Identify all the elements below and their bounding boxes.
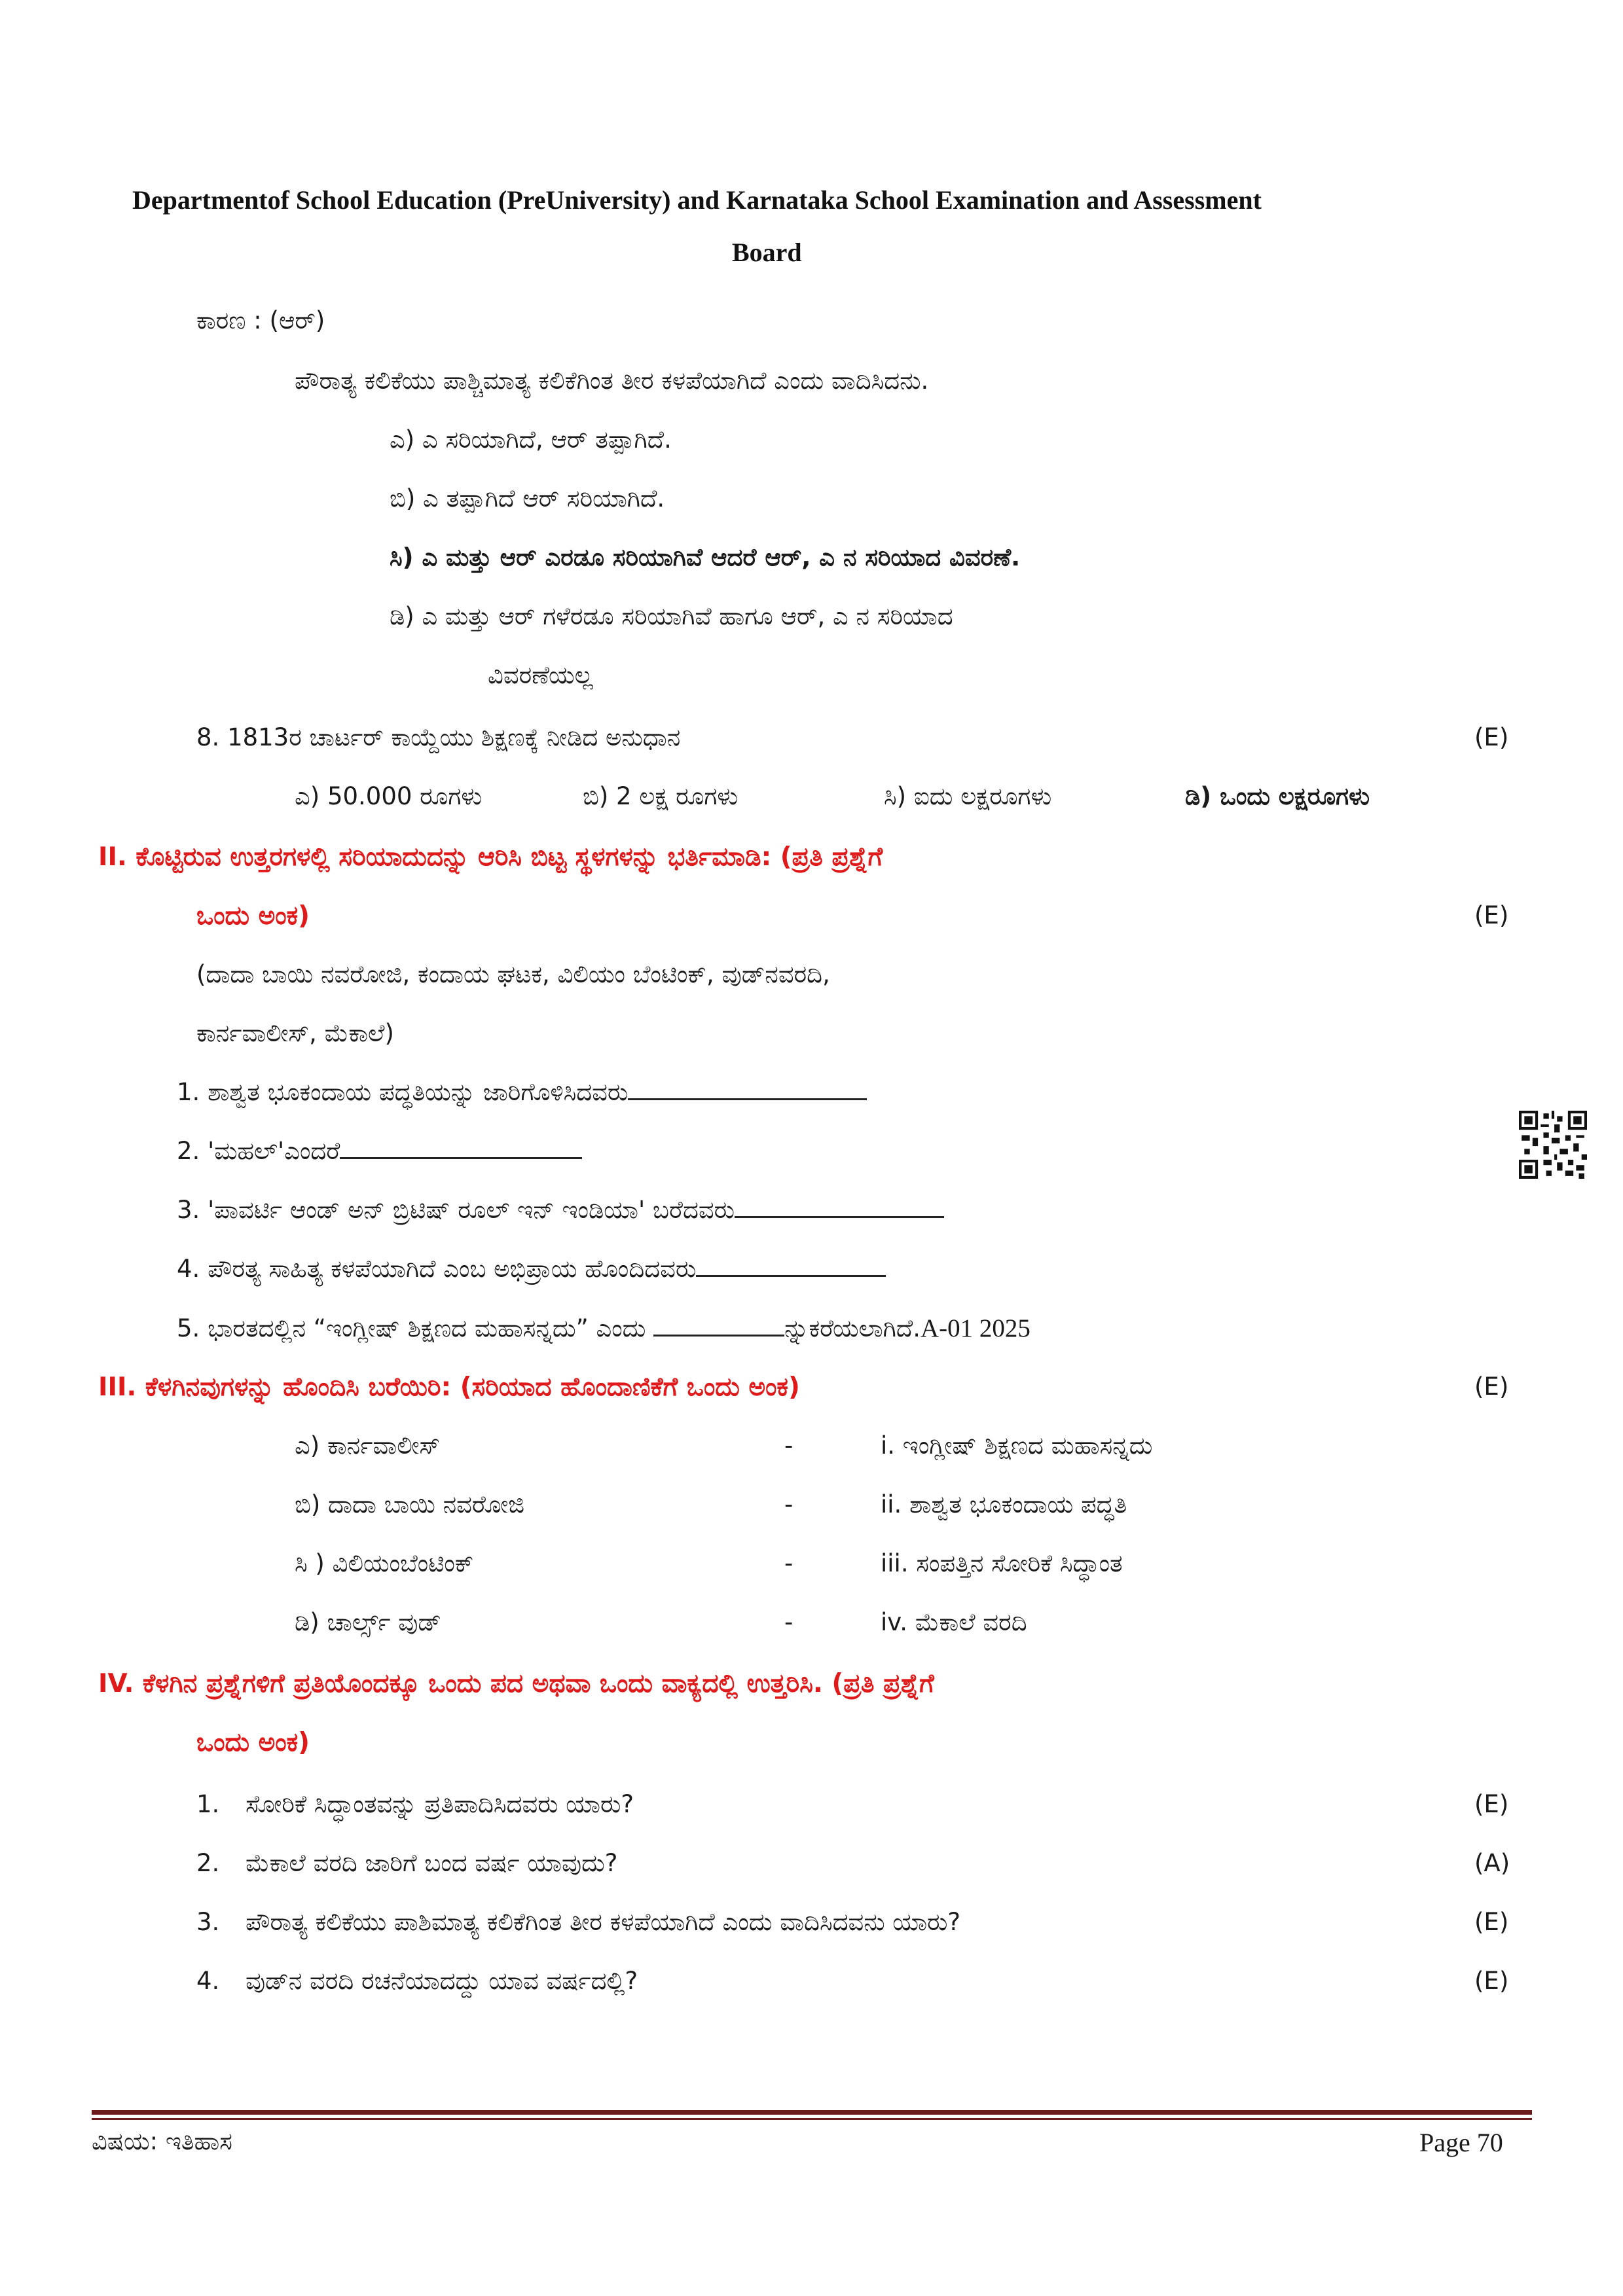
q8-mark: (E) — [1474, 723, 1509, 751]
section3-title: III. ಕೆಳಗಿನವುಗಳನ್ನು ಹೊಂದಿಸಿ ಬರೆಯಿರಿ: (ಸರಿಯಾದ ಹೊಂದಾಣಿಕೆಗೆ ಒಂದು ಅಂಕ) — [98, 1372, 800, 1402]
q4-1-text: ಸೋರಿಕೆ ಸಿದ್ಧಾಂತವನ್ನು ಪ್ರತಿಪಾದಿಸಿದವರು ಯಾರು? — [246, 1790, 634, 1818]
qr-code-icon — [1519, 1111, 1587, 1179]
match-left-d: ಡಿ) ಚಾರ್ಲ್ಸ್ ವುಡ್ — [295, 1608, 441, 1636]
match-right-ii: ii. ಶಾಶ್ವತ ಭೂಕಂದಾಯ ಪದ್ಧತಿ — [881, 1490, 1127, 1518]
q7-reason-label: ಕಾರಣ : (ಆರ್) — [196, 306, 325, 334]
match-right-iv: iv. ಮೆಕಾಲೆ ವರದಿ — [881, 1608, 1027, 1636]
header-line-1: Departmentof School Education (PreUniversity) and Karnataka School Examination and Assessment — [132, 185, 1262, 215]
match-dash-d: - — [784, 1608, 793, 1636]
q7-option-d-line2: ವಿವರಣೆಯಲ್ಲ — [488, 661, 593, 689]
fill-item-1-text: 1. ಶಾಶ್ವತ ಭೂಕಂದಾಯ ಪದ್ಧತಿಯನ್ನು ಜಾರಿಗೊಳಿಸಿದವರು — [177, 1078, 629, 1106]
match-dash-b: - — [784, 1490, 793, 1518]
q7-option-c: ಸಿ) ಎ ಮತ್ತು ಆರ್ ಎರಡೂ ಸರಿಯಾಗಿವೆ ಆದರೆ ಆರ್, ಎ ನ ಸರಿಯಾದ ವಿವರಣೆ. — [390, 543, 1021, 571]
q4-3-number: 3. — [196, 1908, 220, 1936]
header-line-2: Board — [732, 238, 802, 267]
section2-choices-line2: ಕಾರ್ನವಾಲೀಸ್, ಮೆಕಾಲೆ) — [196, 1019, 394, 1047]
section2-choices-line1: (ದಾದಾ ಬಾಯಿ ನವರೋಜಿ, ಕಂದಾಯ ಘಟಕ, ವಿಲಿಯಂ ಬೆಂಟಿಂಕ್, ವುಡ್‌ನವರದಿ, — [196, 960, 830, 988]
fill-item-4 — [177, 1255, 886, 1283]
q8-text: 8. 1813ರ ಚಾರ್ಟರ್ ಕಾಯ್ದೆಯು ಶಿಕ್ಷಣಕ್ಕೆ ನೀಡಿದ ಅನುಧಾನ — [196, 723, 681, 751]
document-code: A-01 2025 — [921, 1314, 1030, 1342]
fill-blank-2[interactable] — [340, 1138, 582, 1159]
match-dash-c: - — [784, 1549, 793, 1577]
fill-item-5-text: 5. ಭಾರತದಲ್ಲಿನ “ಇಂಗ್ಲೀಷ್ ಶಿಕ್ಷಣದ ಮಹಾಸನ್ನದು” ಎಂದು — [177, 1314, 654, 1342]
q4-3-mark: (E) — [1474, 1908, 1509, 1936]
match-right-i: i. ಇಂಗ್ಲೀಷ್ ಶಿಕ್ಷಣದ ಮಹಾಸನ್ನದು — [881, 1431, 1153, 1460]
q4-4-text: ವುಡ್‌ನ ವರದಿ ರಚನೆಯಾದದ್ದು ಯಾವ ವರ್ಷದಲ್ಲಿ? — [246, 1967, 638, 1995]
q8-option-c: ಸಿ) ಐದು ಲಕ್ಷರೂಗಳು — [884, 782, 1052, 810]
q8-option-d: ಡಿ) ಒಂದು ಲಕ್ಷರೂಗಳು — [1185, 782, 1370, 810]
match-left-c: ಸಿ ) ವಿಲಿಯಂಬೆಂಟಿಂಕ್ — [295, 1549, 474, 1577]
q8-option-b: ಬಿ) 2 ಲಕ್ಷ ರೂಗಳು — [583, 782, 739, 810]
q4-2-mark: (A) — [1474, 1849, 1510, 1877]
q4-2-number: 2. — [196, 1849, 220, 1877]
match-left-a: ಎ) ಕಾರ್ನವಾಲೀಸ್ — [295, 1431, 441, 1460]
match-dash-a: - — [784, 1431, 793, 1460]
section2-mark: (E) — [1474, 901, 1509, 929]
fill-blank-3[interactable] — [735, 1196, 944, 1218]
q4-3-text: ಪೌರಾತ್ಯ ಕಲಿಕೆಯು ಪಾಶಿಮಾತ್ಯ ಕಲಿಕೆಗಿಂತ ತೀರ ಕಳಪೆಯಾಗಿದೆ ಎಂದು ವಾದಿಸಿದವನು ಯಾರು? — [246, 1908, 961, 1936]
q7-reason-text: ಪೌರಾತ್ಯ ಕಲಿಕೆಯು ಪಾಶ್ಚಿಮಾತ್ಯ ಕಲಿಕೆಗಿಂತ ತೀರ ಕಳಪೆಯಾಗಿದೆ ಎಂದು ವಾದಿಸಿದನು. — [295, 367, 929, 395]
fill-item-1 — [177, 1078, 867, 1107]
section4-title-line1: IV. ಕೆಳಗಿನ ಪ್ರಶ್ನೆಗಳಿಗೆ ಪ್ರತಿಯೊಂದಕ್ಕೂ ಒಂದು ಪದ ಅಥವಾ ಒಂದು ವಾಕ್ಯದಲ್ಲಿ ಉತ್ತರಿಸಿ. (ಪ್ರತಿ ಪ್ರಶ್ನೆಗೆ — [98, 1669, 934, 1698]
section2-title-line1: II. ಕೊಟ್ಟಿರುವ ಉತ್ತರಗಳಲ್ಲಿ ಸರಿಯಾದುದನ್ನು ಆರಿಸಿ ಬಿಟ್ಟ ಸ್ಥಳಗಳನ್ನು ಭರ್ತಿಮಾಡಿ: (ಪ್ರತಿ ಪ್ರಶ್ನೆಗೆ — [98, 842, 883, 872]
q8-option-a: ಎ) 50.000 ರೂಗಳು — [295, 782, 483, 810]
footer-rule-thick — [92, 2110, 1532, 2115]
fill-blank-4[interactable] — [696, 1255, 886, 1277]
match-left-b: ಬಿ) ದಾದಾ ಬಾಯಿ ನವರೋಜಿ — [295, 1490, 525, 1518]
fill-item-2 — [177, 1137, 582, 1166]
q4-2-text: ಮೆಕಾಲೆ ವರದಿ ಜಾರಿಗೆ ಬಂದ ವರ್ಷ ಯಾವುದು? — [246, 1849, 618, 1877]
q4-1-number: 1. — [196, 1790, 220, 1818]
q4-4-number: 4. — [196, 1967, 220, 1995]
section4-title-line2: ಒಂದು ಅಂಕ) — [196, 1728, 310, 1757]
section3-mark: (E) — [1474, 1372, 1509, 1401]
q7-option-d-line1: ಡಿ) ಎ ಮತ್ತು ಆರ್ ಗಳೆರಡೂ ಸರಿಯಾಗಿವೆ ಹಾಗೂ ಆರ್, ಎ ನ ಸರಿಯಾದ — [390, 602, 953, 630]
footer-subject: ವಿಷಯ: ಇತಿಹಾಸ — [92, 2127, 232, 2155]
q4-4-mark: (E) — [1474, 1967, 1509, 1995]
fill-item-2-text: 2. 'ಮಹಲ್'ಎಂದರೆ — [177, 1137, 340, 1165]
fill-blank-5[interactable] — [653, 1315, 784, 1336]
fill-item-3-text: 3. 'ಪಾವರ್ಟಿ ಆಂಡ್ ಅನ್ ಬ್ರಿಟಿಷ್ ರೂಲ್ ಇನ್ ಇಂಡಿಯಾ' ಬರೆದವರು — [177, 1196, 735, 1224]
q7-option-b: ಬಿ) ಎ ತಪ್ಪಾಗಿದೆ ಆರ್ ಸರಿಯಾಗಿದೆ. — [390, 484, 665, 512]
fill-blank-1[interactable] — [628, 1079, 867, 1100]
fill-item-3 — [177, 1196, 944, 1225]
fill-item-5 — [177, 1314, 1030, 1344]
footer-rule-thin — [92, 2118, 1532, 2120]
fill-item-5-tail: ನ್ನುಕರೆಯಲಾಗಿದೆ. — [784, 1314, 921, 1342]
section2-title-line2: ಒಂದು ಅಂಕ) — [196, 901, 310, 931]
fill-item-4-text: 4. ಪೌರತ್ಯ ಸಾಹಿತ್ಯ ಕಳಪೆಯಾಗಿದೆ ಎಂಬ ಅಭಿಪ್ರಾಯ ಹೊಂದಿದವರು — [177, 1255, 697, 1283]
q4-1-mark: (E) — [1474, 1790, 1509, 1818]
footer-page-number: Page 70 — [1419, 2128, 1503, 2157]
match-right-iii: iii. ಸಂಪತ್ತಿನ ಸೋರಿಕೆ ಸಿದ್ಧಾಂತ — [881, 1549, 1123, 1577]
q7-option-a: ಎ) ಎ ಸರಿಯಾಗಿದೆ, ಆರ್ ತಪ್ಪಾಗಿದೆ. — [390, 425, 672, 454]
